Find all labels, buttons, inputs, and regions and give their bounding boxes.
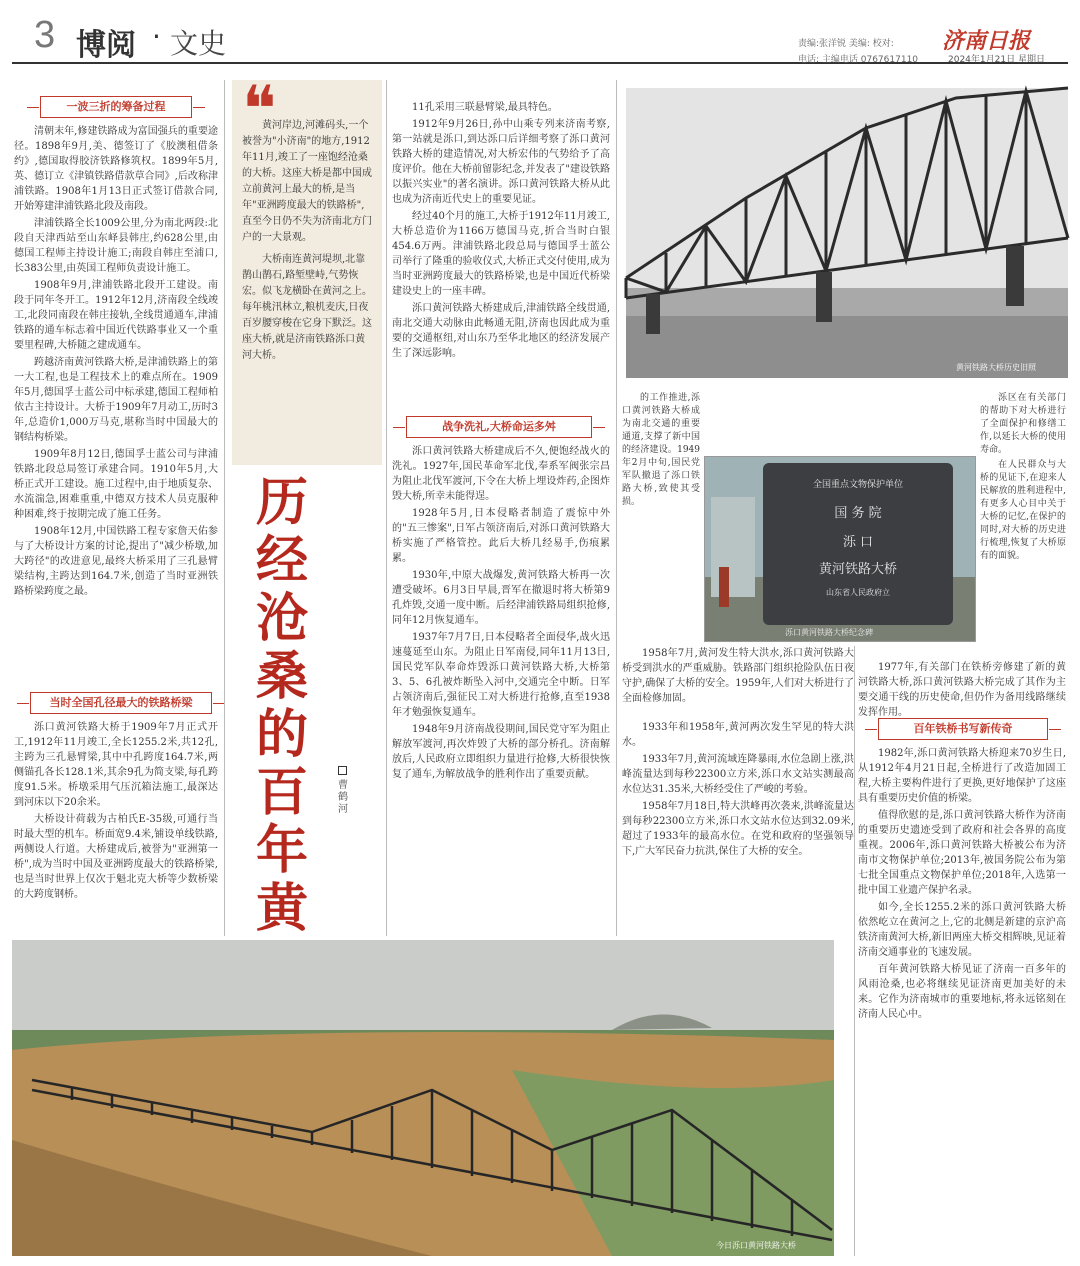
author-square-icon: [338, 766, 347, 775]
aerial-bridge-photo: [12, 940, 834, 1256]
lead-paragraph: 大桥南连黄河堤坝,北靠鹊山鹊石,路堑壁峙,气势恢宏。似飞龙横卧在黄河之上。每年桃汛林立,粮机麦庆,日夜百岁腰穿梭在它身下默泛。这座大桥,就是济南铁路泺口黄河大桥。: [242, 254, 372, 361]
paragraph: 11孔采用三联悬臂梁,最具特色。: [412, 102, 558, 113]
paragraph: 值得欣慰的是,泺口黄河铁路大桥作为济南的重要历史遗迹受到了政府和社会各界的高度重视。2006年,泺口黄河铁路大桥被公布为济南市文物保护单位;2013年,被国务院公布为第七批全国重点文物保护单位;2018年,入选第一批中国工业遗产保护名录。: [858, 810, 1066, 896]
article-column-4b: [622, 646, 854, 716]
column-divider: [854, 646, 855, 1256]
article-column-4c: [622, 720, 854, 940]
stele-photo-frame: [704, 456, 976, 642]
paragraph: 1982年,泺口黄河铁路大桥迎来70岁生日,从1912年4月21日起,全桥进行了改造加固工程,大桥主要构件进行了更换,更好地保护了这座具有重要历史价值的桥梁。: [858, 748, 1066, 804]
column-divider: [386, 80, 387, 936]
section-title: 博阅: [76, 28, 136, 63]
article-column-5a: [980, 392, 1066, 642]
paragraph: 泺口黄河铁路大桥建成后不久,便饱经战火的洗礼。1927年,国民革命军北伐,奉系军阀张宗昌为阻止北伐军渡河,下令在大桥上埋设炸药,企图炸毁大桥,所幸未能得逞。: [392, 446, 610, 502]
lead-quote-box: [232, 73, 382, 465]
paragraph: 1930年,中原大战爆发,黄河铁路大桥再一次遭受破坏。6月3日早晨,晋军在撤退时将大桥第9孔炸毁,交通一度中断。后经津浦铁路局组织抢修,同年12月恢复通车。: [392, 570, 610, 626]
masthead: [12, 8, 1068, 64]
lead-paragraph: 黄河岸边,河滩码头,一个被誉为"小济南"的地方,1912年11月,竣工了一座饱经沧桑的大桥。这座大桥是都中国成立前黄河上最大的桥,是当年"亚洲跨度最大的铁路桥",直至今日仍不失为济南北方门户的一大景观。: [242, 120, 372, 243]
paragraph: 1908年12月,中国铁路工程专家詹天佑参与了大桥设计方案的讨论,提出了"减少桥墩,加大跨径"的改进意见,最终大桥采用了三孔悬臂梁结构,主跨达到164.7米,创造了当时亚洲铁路桥梁跨度之最。: [14, 526, 218, 597]
paragraph: 的工作推进,泺口黄河铁路大桥成为南北交通的重要通道,支撑了新中国的经济建设。1949年2月中旬,国民党军队撤退了泺口铁路大桥,致使其受损。: [622, 393, 700, 507]
stele-line: 泺 口: [842, 535, 874, 550]
paragraph: 泺口黄河铁路大桥于1909年7月正式开工,1912年11月竣工,全长1255.2米,共12孔,主跨为三孔悬臂梁,其中中孔跨度164.7米,两侧锚孔各长128.1米,其余9孔为简支梁,每孔跨度91.5米。桥墩采用气压沉箱法施工,最深达到河床以下20余米。: [14, 722, 218, 808]
paragraph: 1958年7月,黄河发生特大洪水,泺口黄河铁路大桥受到洪水的严重威胁。铁路部门组织抢险队伍日夜守护,确保了大桥的安全。1959年,人们对大桥进行了全面检修加固。: [622, 648, 854, 704]
subhead-largest-span: 当时全国孔径最大的铁路桥梁: [30, 692, 212, 714]
article-column-5b: [858, 660, 1066, 718]
paragraph: 如今,全长1255.2米的泺口黄河铁路大桥依然屹立在黄河之上,它的北侧是新建的京沪高铁济南黄河大桥,新旧两座大桥交相辉映,见证着济南交通事业的飞速发展。: [858, 902, 1066, 958]
paragraph: 泺区在有关部门的帮助下对大桥进行了全面保护和修缮工作,以延长大桥的使用寿命。: [980, 393, 1066, 455]
staff-credits: 责编:张洋锐 美编: 校对:: [798, 39, 894, 49]
aerial-illustration: [12, 940, 834, 1256]
paragraph: 1933年7月,黄河流域连降暴雨,水位急剧上涨,洪峰流量达到每秒22300立方米,泺口水文站实测最高水位达31.35米,大桥经受住了严峻的考验。: [622, 754, 854, 795]
lead-text: [242, 118, 372, 370]
stele-inscription: [777, 477, 939, 598]
stele-line: 黄河铁路大桥: [818, 562, 897, 577]
paragraph: 1948年9月济南战役期间,国民党守军为阻止解放军渡河,再次炸毁了大桥的部分桥孔。济南解放后,人民政府立即组织力量进行抢修,大桥很快恢复了通车,为解放战争的胜利作出了重要贡献。: [392, 724, 610, 780]
column-divider: [224, 80, 225, 936]
column-divider: [616, 80, 617, 936]
photo-caption: 今日泺口黄河铁路大桥: [716, 1241, 796, 1250]
section-dot: ·: [152, 20, 161, 53]
contact-line: 电话: 主编电话 0767617110: [798, 55, 919, 65]
article-column-1b: [14, 720, 218, 932]
paragraph: 大桥设计荷载为古柏氏E-35级,可通行当时最大型的机车。桥面宽9.4米,铺设单线铁路,两侧设人行道。大桥建成后,被誉为"亚洲第一桥",成为当时中国及亚洲跨度最大的铁路桥梁,也是当时世界上仅次于魁北克大桥等少数桥梁的大跨度钢桥。: [14, 814, 218, 900]
photo-caption: 泺口黄河铁路大桥纪念碑: [785, 628, 873, 637]
paragraph: 1933年和1958年,黄河两次发生罕见的特大洪水。: [622, 722, 854, 748]
stele-line: 全国重点文物保护单位: [812, 480, 903, 490]
subhead-war: 战争洗礼,大桥命运多舛: [406, 416, 592, 438]
stele-line: 山东省人民政府立: [826, 588, 890, 597]
photo-caption: 黄河铁路大桥历史旧照: [956, 363, 1036, 372]
paragraph: 清朝末年,修建铁路成为富国强兵的重要途径。1898年9月,美、德签订了《胶澳租借条约》,德国取得胶济铁路修筑权。1899年5月,英、德订立《津镇铁路借款草合同》,后改称津浦铁路。1908年1月13日正式签订借款合同,开始筹建津浦铁路北段及南段。: [14, 126, 218, 212]
stele-line: 国 务 院: [834, 506, 882, 521]
paragraph: 1909年8月12日,德国孚士蓝公司与津浦铁路北段总局签订承建合同。1910年5月,大桥正式开工建设。施工过程中,由于地质复杂、水流湍急,困难重重,中德双方技术人员克服种种困难,终于按期完成了施工任务。: [14, 449, 218, 520]
paragraph: 津浦铁路全长1009公里,分为南北两段:北段自天津西站至山东峄县韩庄,约628公里,由德国工程师主持设计施工;南段自韩庄至浦口,长383公里,由英国工程师负责设计施工。: [14, 218, 218, 274]
issue-date: 2024年1月21日 星期日: [948, 55, 1045, 65]
article-column-4a: [622, 392, 700, 642]
section-subtitle: 文史: [170, 27, 227, 60]
paragraph: 1908年9月,津浦铁路北段开工建设。南段于同年冬开工。1912年12月,济南段全线竣工,北段同南段在韩庄接轨,全线贯通通车,津浦铁路的通车标志着中国近代铁路事业又一个重要里程碑,大桥随之建成通车。: [14, 280, 218, 351]
quote-icon: ❝: [242, 73, 277, 147]
paragraph: 1977年,有关部门在铁桥旁修建了新的黄河铁路大桥,泺口黄河铁路大桥完成了其作为主要交通干线的历史使命,但仍作为备用线路继续发挥作用。: [858, 662, 1066, 718]
article-column-5c: [858, 746, 1066, 1256]
newspaper-logo: 济南日报: [942, 28, 1031, 54]
bridge-illustration: [626, 88, 1068, 378]
page-number: 3: [34, 14, 56, 56]
subhead-new-legend: 百年铁桥书写新传奇: [878, 718, 1048, 740]
headline: 历经沧桑的百年黄: [255, 473, 308, 939]
article-column-3b: [392, 444, 610, 932]
paragraph: 跨越济南黄河铁路大桥,是津浦铁路上的第一大工程,也是工程技术上的难点所在。1909年5月,德国孚士蓝公司中标承建,德国工程师柏依古主持设计。大桥于1909年7月动工,历时3年,总造价1,000万马克,堪称当时中国最大的钢结构桥梁。: [14, 357, 218, 443]
paragraph: 在人民群众与大桥的见证下,在迎来人民解放的胜利进程中,有更多人心目中关于大桥的记忆,在保护的同时,对大桥的历史进行梳理,恢复了大桥原有的面貌。: [980, 460, 1066, 561]
paragraph: 泺口黄河铁路大桥建成后,津浦铁路全线贯通,南北交通大动脉由此畅通无阻,济南也因此成为重要的交通枢纽,对山东乃至华北地区的经济发展产生了深远影响。: [392, 303, 610, 359]
paragraph: 1937年7月7日,日本侵略者全面侵华,战火迅速蔓延至山东。为阻止日军南侵,同年11月13日,国民党军队奉命炸毁泺口黄河铁路大桥,大桥第3、5、6孔被炸断坠入河中,交通完全中断。日军占领济南后,强征民工对大桥进行抢修,直至1938年才勉强恢复通车。: [392, 632, 610, 718]
paragraph: 1928年5月,日本侵略者制造了震惊中外的"五三惨案",日军占领济南后,对泺口黄河铁路大桥实施了严格管控。此后大桥几经易手,伤痕累累。: [392, 508, 610, 564]
author-byline: 曹鹤河: [338, 780, 348, 815]
article-column-1: [14, 124, 218, 684]
paragraph: 1958年7月18日,特大洪峰再次袭来,洪峰流量达到每秒22300立方米,泺口水文站水位达到32.09米,超过了1933年的最高水位。在党和政府的坚强领导下,广大军民奋力抗洪,保住了大桥的安全。: [622, 801, 854, 857]
historic-bridge-photo: [626, 88, 1068, 378]
article-column-3: [392, 100, 610, 396]
subhead-preparation: 一波三折的筹备过程: [40, 96, 192, 118]
paragraph: 经过40个月的施工,大桥于1912年11月竣工,大桥总造价为1166万德国马克,折合当时白银454.6万两。津浦铁路北段总局与德国孚士蓝公司举行了隆重的验收仪式,大桥正式交付使用,成为当时亚洲跨度最大的铁路桥梁,也是中国近代桥梁建设史上的一座丰碑。: [392, 211, 610, 297]
paragraph: 1912年9月26日,孙中山乘专列来济南考察,第一站就是泺口,到达泺口后详细考察了泺口黄河铁路大桥的建造情况,对大桥宏伟的气势给予了高度评价。他在大桥前留影纪念,并发表了"建设铁路以振兴实业"的著名演讲。泺口黄河铁路大桥从此也成为济南近代史上的重要见证。: [392, 119, 610, 205]
paragraph: 百年黄河铁路大桥见证了济南一百多年的风雨沧桑,也必将继续见证济南更加美好的未来。它作为济南城市的重要地标,将永远铭刻在济南人民心中。: [858, 964, 1066, 1020]
